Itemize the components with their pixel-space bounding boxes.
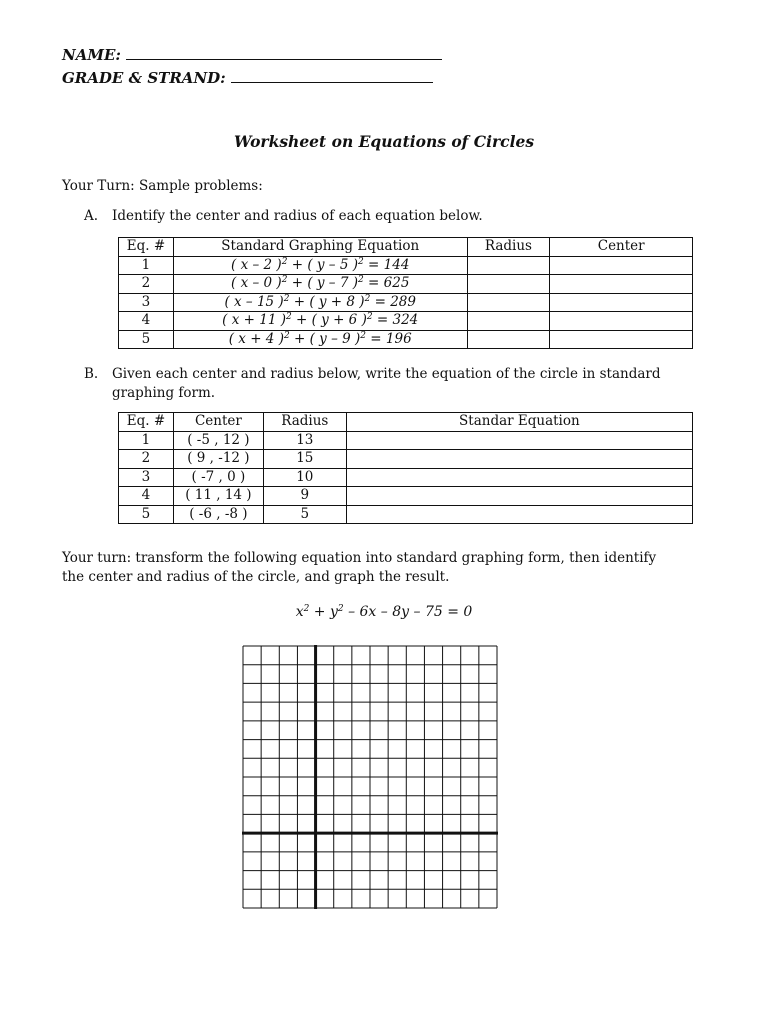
standard-equation: ( x + 4 )$^2$ + ( y – 9 )$^2$ = 196 [173, 330, 467, 349]
radius-answer-cell[interactable] [467, 275, 550, 294]
col-header-radius: Radius [467, 238, 550, 257]
eq-number: 2 [119, 275, 174, 294]
part-b-text-line2: graphing form. [112, 385, 216, 401]
table-row [119, 431, 693, 450]
part-b-header-row [119, 413, 693, 432]
eq-number: 3 [119, 293, 174, 312]
part-a-header-row [119, 238, 693, 257]
radius-value: 5 [263, 505, 346, 524]
table-row [119, 275, 693, 294]
table-row [119, 468, 693, 487]
center-value: ( 11 , 14 ) [173, 487, 263, 506]
standard-equation-answer-cell[interactable] [346, 505, 692, 524]
standard-equation: ( x – 15 )$^2$ + ( y + 8 )$^2$ = 289 [173, 293, 467, 312]
radius-value: 9 [263, 487, 346, 506]
eq-number: 4 [119, 487, 174, 506]
center-answer-cell[interactable] [550, 293, 693, 312]
name-blank[interactable] [126, 47, 442, 60]
eq-number: 5 [119, 330, 174, 349]
table-row [119, 256, 693, 275]
col-header-center: Center [550, 238, 693, 257]
standard-equation-answer-cell[interactable] [346, 468, 692, 487]
worksheet-title: Worksheet on Equations of Circles [233, 132, 535, 151]
general-form-equation: $x^2 + y^2 - 6x - 8y - 75 = 0$ [295, 604, 473, 620]
table-row [119, 312, 693, 331]
center-answer-cell[interactable] [550, 256, 693, 275]
eq-number: 5 [119, 505, 174, 524]
eq-number: 3 [119, 468, 174, 487]
standard-equation: ( x – 2 )$^2$ + ( y – 5 )$^2$ = 144 [173, 256, 467, 275]
table-row [119, 487, 693, 506]
grade-strand-blank[interactable] [231, 70, 433, 83]
part-a-marker: A. [84, 208, 99, 224]
col-header-standard-equation: Standar Equation [346, 413, 692, 432]
center-answer-cell[interactable] [550, 312, 693, 331]
radius-value: 13 [263, 431, 346, 450]
part-b-table [118, 412, 693, 524]
center-answer-cell[interactable] [550, 275, 693, 294]
name-label: NAME: [62, 46, 121, 64]
center-value: ( -6 , -8 ) [173, 505, 263, 524]
center-value: ( -5 , 12 ) [173, 431, 263, 450]
table-row [119, 450, 693, 469]
part-b-text-line1: Given each center and radius below, write the equation of the circle in standard [112, 366, 661, 382]
standard-equation: ( x – 0 )$^2$ + ( y – 7 )$^2$ = 625 [173, 275, 467, 294]
eq-number: 1 [119, 431, 174, 450]
eq-number: 4 [119, 312, 174, 331]
part-a-instruction [84, 207, 483, 226]
standard-equation: ( x + 11 )$^2$ + ( y + 6 )$^2$ = 324 [173, 312, 467, 331]
grade-strand-label: GRADE & STRAND: [62, 69, 226, 87]
standard-equation-answer-cell[interactable] [346, 487, 692, 506]
eq-number: 1 [119, 256, 174, 275]
table-row [119, 505, 693, 524]
radius-answer-cell[interactable] [467, 312, 550, 331]
intro-text: Your Turn: Sample problems: [62, 178, 263, 194]
graph-grid[interactable] [242, 645, 498, 909]
center-answer-cell[interactable] [550, 330, 693, 349]
center-value: ( 9 , -12 ) [173, 450, 263, 469]
part-a-text: Identify the center and radius of each equation below. [112, 208, 483, 224]
part-a-table [118, 237, 693, 349]
radius-answer-cell[interactable] [467, 293, 550, 312]
your-turn-instruction [62, 549, 656, 587]
radius-answer-cell[interactable] [467, 330, 550, 349]
name-field[interactable] [62, 46, 442, 64]
part-b-instruction [84, 365, 661, 403]
part-b-marker: B. [84, 366, 99, 382]
eq-number: 2 [119, 450, 174, 469]
standard-equation-answer-cell[interactable] [346, 431, 692, 450]
radius-value: 10 [263, 468, 346, 487]
radius-value: 15 [263, 450, 346, 469]
col-header-eq-num: Eq. # [119, 238, 174, 257]
standard-equation-answer-cell[interactable] [346, 450, 692, 469]
col-header-center: Center [173, 413, 263, 432]
grade-strand-field[interactable] [62, 69, 433, 87]
radius-answer-cell[interactable] [467, 256, 550, 275]
table-row [119, 330, 693, 349]
center-value: ( -7 , 0 ) [173, 468, 263, 487]
col-header-eq-num: Eq. # [119, 413, 174, 432]
col-header-radius: Radius [263, 413, 346, 432]
table-row [119, 293, 693, 312]
your-turn-line1: Your turn: transform the following equation into standard graphing form, then identify [62, 550, 657, 566]
your-turn-line2: the center and radius of the circle, and graph the result. [62, 569, 450, 585]
col-header-standard-equation: Standard Graphing Equation [173, 238, 467, 257]
